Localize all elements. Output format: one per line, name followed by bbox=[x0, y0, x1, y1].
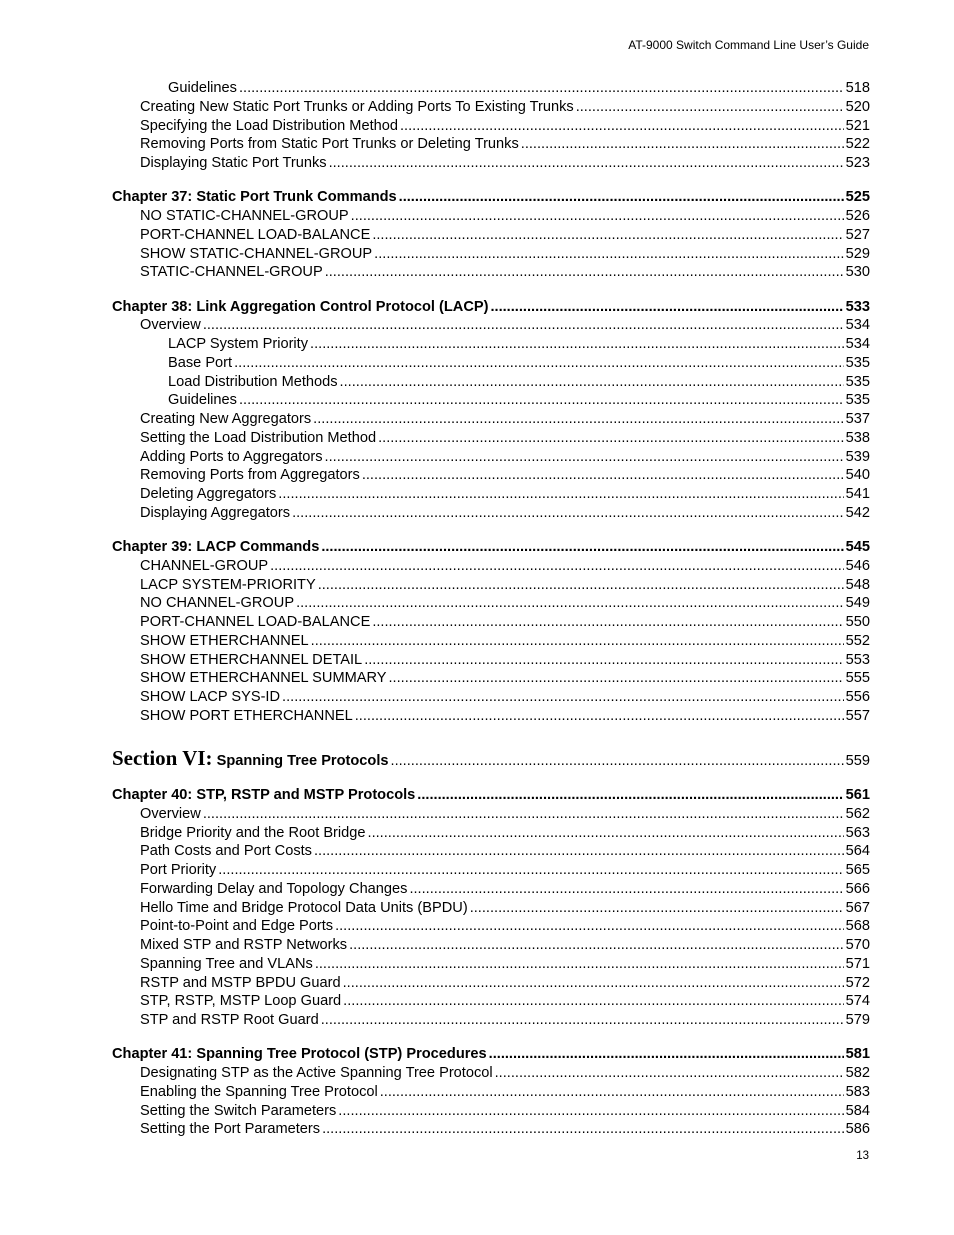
toc-page-number: 535 bbox=[845, 392, 870, 409]
toc-entry-title: SHOW LACP SYS-ID bbox=[140, 689, 281, 705]
toc-entry-row bbox=[112, 504, 870, 523]
dot-leader bbox=[399, 188, 844, 207]
dot-leader bbox=[380, 1083, 844, 1102]
toc-page-number: 520 bbox=[845, 98, 870, 115]
dot-leader bbox=[292, 504, 844, 523]
running-header: AT-9000 Switch Command Line User’s Guide bbox=[628, 38, 869, 52]
toc-entry-title: Chapter 39: LACP Commands bbox=[112, 539, 320, 555]
toc-entry-row bbox=[112, 429, 870, 448]
toc-page-number: 545 bbox=[845, 539, 870, 555]
toc-page-number: 583 bbox=[845, 1083, 870, 1100]
toc-page-number: 556 bbox=[845, 689, 870, 705]
toc-entry-title: Base Port bbox=[168, 354, 233, 371]
toc-entry-row bbox=[112, 135, 870, 154]
dot-leader bbox=[278, 485, 843, 504]
toc-page-number: 523 bbox=[845, 155, 870, 171]
toc-entry-row bbox=[112, 1083, 870, 1102]
toc-entry-row bbox=[112, 861, 870, 880]
dot-leader bbox=[495, 1064, 844, 1083]
dot-leader bbox=[239, 391, 844, 410]
toc-entry-title: NO STATIC-CHANNEL-GROUP bbox=[140, 208, 349, 224]
toc-entry-title: PORT-CHANNEL LOAD-BALANCE bbox=[140, 226, 371, 243]
toc-entry-title: Adding Ports to Aggregators bbox=[140, 448, 323, 465]
toc-chapter-row bbox=[112, 538, 870, 557]
dot-leader bbox=[310, 335, 844, 354]
toc-entry-title: LACP SYSTEM-PRIORITY bbox=[140, 576, 316, 593]
toc-entry-row bbox=[112, 410, 870, 429]
toc-page-number: 559 bbox=[845, 752, 870, 769]
dot-leader bbox=[313, 410, 843, 429]
toc-page-number: 584 bbox=[845, 1102, 870, 1119]
toc-page-number: 570 bbox=[845, 937, 870, 953]
toc-entry-row bbox=[112, 1011, 870, 1030]
toc-page-number: 521 bbox=[845, 117, 870, 134]
toc-entry-title: Setting the Switch Parameters bbox=[140, 1102, 337, 1119]
toc-entry-title: Spanning Tree and VLANs bbox=[140, 955, 313, 972]
toc-entry-row bbox=[112, 245, 870, 264]
toc-entry-row bbox=[112, 594, 870, 613]
toc-entry-row bbox=[112, 226, 870, 245]
toc-entry-title: Setting the Load Distribution Method bbox=[140, 429, 377, 446]
toc-entry-row bbox=[112, 936, 870, 955]
toc-page-number: 565 bbox=[845, 862, 870, 878]
toc-page-number: 535 bbox=[845, 354, 870, 371]
toc-entry-title: SHOW PORT ETHERCHANNEL bbox=[140, 707, 353, 724]
toc-entry-row bbox=[112, 917, 870, 936]
toc-entry-title: Enabling the Spanning Tree Protocol bbox=[140, 1083, 378, 1100]
toc-entry-row bbox=[112, 669, 870, 688]
dot-leader bbox=[400, 117, 844, 136]
toc-entry-title: Chapter 38: Link Aggregation Control Protocol (LACP) bbox=[112, 298, 489, 315]
toc-entry-row bbox=[112, 613, 870, 632]
toc-section-title bbox=[112, 745, 389, 774]
toc-page-number: 540 bbox=[845, 467, 870, 484]
toc-entry-row bbox=[112, 805, 870, 824]
dot-leader bbox=[409, 880, 843, 899]
toc-entry-title: Designating STP as the Active Spanning Tree Protocol bbox=[140, 1065, 493, 1081]
dot-leader bbox=[321, 1011, 844, 1030]
dot-leader bbox=[521, 135, 844, 154]
dot-leader bbox=[325, 448, 844, 467]
toc-page-number: 541 bbox=[845, 486, 870, 502]
dot-leader bbox=[343, 974, 844, 993]
dot-leader bbox=[203, 316, 844, 335]
toc-entry-row bbox=[112, 707, 870, 726]
toc-page-number: 526 bbox=[845, 208, 870, 224]
toc-entry-row bbox=[112, 1064, 870, 1083]
toc-entry-row bbox=[112, 557, 870, 576]
toc-entry-title: Path Costs and Port Costs bbox=[140, 843, 312, 860]
toc-entry-row bbox=[112, 1102, 870, 1121]
dot-leader bbox=[372, 226, 843, 245]
toc-entry-title: Load Distribution Methods bbox=[168, 373, 338, 390]
toc-page-number: 522 bbox=[845, 136, 870, 153]
toc-entry-row bbox=[112, 688, 870, 707]
toc-entry-title: Specifying the Load Distribution Method bbox=[140, 117, 398, 134]
toc-page-number: 542 bbox=[845, 504, 870, 521]
toc-page-number: 533 bbox=[845, 298, 870, 315]
page-number: 13 bbox=[856, 1150, 869, 1162]
toc-page-number: 552 bbox=[845, 632, 870, 649]
toc-entry-title: Displaying Static Port Trunks bbox=[140, 155, 327, 171]
toc-entry-title: Removing Ports from Aggregators bbox=[140, 467, 360, 484]
toc-entry-title: SHOW ETHERCHANNEL SUMMARY bbox=[140, 670, 387, 687]
toc-entry-row bbox=[112, 316, 870, 335]
toc-entry-title: STP and RSTP Root Guard bbox=[140, 1012, 319, 1028]
toc-entry-title: Displaying Aggregators bbox=[140, 504, 291, 521]
toc-entry-row bbox=[112, 373, 870, 392]
toc-page-number: 537 bbox=[845, 411, 870, 427]
toc-entry-row bbox=[112, 651, 870, 670]
toc-entry-title: Removing Ports from Static Port Trunks or Deleting Trunks bbox=[140, 136, 519, 153]
toc-entry-title: Creating New Static Port Trunks or Adding Ports To Existing Trunks bbox=[140, 98, 574, 115]
toc-entry-title: SHOW ETHERCHANNEL bbox=[140, 632, 309, 649]
toc-page-number: 564 bbox=[845, 843, 870, 860]
dot-leader bbox=[470, 899, 844, 918]
dot-leader bbox=[329, 154, 844, 173]
toc-page-number: 530 bbox=[845, 264, 870, 281]
toc-entry-title: Deleting Aggregators bbox=[140, 486, 277, 502]
toc-entry-title: Mixed STP and RSTP Networks bbox=[140, 937, 348, 953]
dot-leader bbox=[321, 538, 843, 557]
toc-entry-row bbox=[112, 354, 870, 373]
toc-section-row bbox=[112, 745, 870, 771]
toc-entry-title: Forwarding Delay and Topology Changes bbox=[140, 880, 408, 897]
toc-entry-row bbox=[112, 899, 870, 918]
toc-entry-title: PORT-CHANNEL LOAD-BALANCE bbox=[140, 614, 371, 630]
dot-leader bbox=[389, 669, 844, 688]
toc-entry-row bbox=[112, 263, 870, 282]
dot-leader bbox=[239, 79, 844, 98]
dot-leader bbox=[391, 748, 844, 774]
dot-leader bbox=[372, 613, 843, 632]
dot-leader bbox=[364, 651, 843, 670]
toc-entry-row bbox=[112, 576, 870, 595]
toc-page-number: 562 bbox=[845, 805, 870, 822]
toc-page-number: 555 bbox=[845, 670, 870, 687]
toc-page-number: 572 bbox=[845, 974, 870, 991]
toc-page-number: 566 bbox=[845, 880, 870, 897]
toc-page-number: 546 bbox=[845, 557, 870, 574]
toc-page-number: 586 bbox=[845, 1121, 870, 1138]
toc-entry-title: LACP System Priority bbox=[168, 336, 309, 352]
toc-entry-title: Hello Time and Bridge Protocol Data Units (BPDU) bbox=[140, 899, 468, 916]
toc-entry-title: STP, RSTP, MSTP Loop Guard bbox=[140, 993, 342, 1010]
toc-entry-title: Chapter 40: STP, RSTP and MSTP Protocols bbox=[112, 787, 416, 803]
toc-page-number: 550 bbox=[845, 614, 870, 630]
toc-page-number: 579 bbox=[845, 1012, 870, 1028]
toc-entry-row bbox=[112, 485, 870, 504]
toc-entry-row bbox=[112, 974, 870, 993]
toc-entry-title: CHANNEL-GROUP bbox=[140, 557, 269, 574]
dot-leader bbox=[218, 861, 843, 880]
section-label: Section VI: bbox=[112, 745, 213, 770]
toc-entry-title: Guidelines bbox=[168, 80, 237, 96]
toc-entry-title: STATIC-CHANNEL-GROUP bbox=[140, 264, 323, 281]
dot-leader bbox=[325, 263, 844, 282]
toc-page-number: 534 bbox=[845, 336, 870, 352]
dot-leader bbox=[576, 98, 844, 117]
toc-page-number: 538 bbox=[845, 429, 870, 446]
toc-page-number: 557 bbox=[845, 707, 870, 724]
toc-entry-title: NO CHANNEL-GROUP bbox=[140, 595, 295, 612]
toc-page-number: 581 bbox=[845, 1046, 870, 1063]
toc-entry-row bbox=[112, 335, 870, 354]
dot-leader bbox=[490, 298, 843, 317]
toc-entry-title: Port Priority bbox=[140, 862, 217, 878]
toc-page-number: 548 bbox=[845, 576, 870, 593]
toc-entry-row bbox=[112, 154, 870, 173]
toc-page-number: 549 bbox=[845, 595, 870, 612]
toc-page-number: 534 bbox=[845, 317, 870, 334]
toc-page-number: 518 bbox=[845, 80, 870, 96]
section-title: Spanning Tree Protocols bbox=[216, 752, 389, 769]
toc-page-number: 568 bbox=[845, 918, 870, 935]
dot-leader bbox=[270, 557, 844, 576]
toc-chapter-row bbox=[112, 188, 870, 207]
dot-leader bbox=[296, 594, 844, 613]
toc-chapter-row bbox=[112, 786, 870, 805]
toc-entry-title: Overview bbox=[140, 805, 201, 822]
toc-entry-row bbox=[112, 880, 870, 899]
dot-leader bbox=[351, 207, 844, 226]
dot-leader bbox=[374, 245, 843, 264]
dot-leader bbox=[203, 805, 844, 824]
dot-leader bbox=[378, 429, 844, 448]
dot-leader bbox=[282, 688, 844, 707]
toc-entry-title: Chapter 37: Static Port Trunk Commands bbox=[112, 189, 397, 206]
dot-leader bbox=[322, 1120, 844, 1139]
toc-page-number: 553 bbox=[845, 651, 870, 668]
toc-entry-row bbox=[112, 391, 870, 410]
toc-page-number: 574 bbox=[845, 993, 870, 1010]
dot-leader bbox=[355, 707, 844, 726]
toc-page-number: 539 bbox=[845, 448, 870, 465]
toc-entry-row bbox=[112, 117, 870, 136]
toc-entry-title: Chapter 41: Spanning Tree Protocol (STP) Procedures bbox=[112, 1046, 487, 1063]
dot-leader bbox=[315, 955, 844, 974]
toc-entry-title: Bridge Priority and the Root Bridge bbox=[140, 824, 366, 841]
toc-entry-row bbox=[112, 448, 870, 467]
dot-leader bbox=[335, 917, 844, 936]
toc-entry-title: Setting the Port Parameters bbox=[140, 1121, 321, 1138]
toc-entry-title: SHOW STATIC-CHANNEL-GROUP bbox=[140, 245, 373, 262]
dot-leader bbox=[311, 632, 844, 651]
dot-leader bbox=[489, 1045, 844, 1064]
toc-page-number: 527 bbox=[845, 226, 870, 243]
toc-page-number: 582 bbox=[845, 1065, 870, 1081]
toc-entry-title: Creating New Aggregators bbox=[140, 411, 312, 427]
toc-chapter-row bbox=[112, 1045, 870, 1064]
toc-page-number: 535 bbox=[845, 373, 870, 390]
toc-entry-row bbox=[112, 207, 870, 226]
toc-page-number: 529 bbox=[845, 245, 870, 262]
dot-leader bbox=[340, 373, 844, 392]
dot-leader bbox=[343, 992, 843, 1011]
toc-entry-title: RSTP and MSTP BPDU Guard bbox=[140, 974, 341, 991]
toc-entry-row bbox=[112, 842, 870, 861]
dot-leader bbox=[338, 1102, 843, 1121]
toc-page-number: 571 bbox=[845, 955, 870, 972]
toc-entry-title: Overview bbox=[140, 317, 201, 334]
toc-entry-title: Point-to-Point and Edge Ports bbox=[140, 918, 334, 935]
dot-leader bbox=[318, 576, 844, 595]
toc-page-number: 525 bbox=[845, 189, 870, 206]
toc-page-number: 567 bbox=[845, 899, 870, 916]
dot-leader bbox=[314, 842, 844, 861]
toc-entry-row bbox=[112, 98, 870, 117]
toc-entry-title: SHOW ETHERCHANNEL DETAIL bbox=[140, 651, 363, 668]
toc-entry-row bbox=[112, 1120, 870, 1139]
dot-leader bbox=[417, 786, 843, 805]
dot-leader bbox=[362, 466, 844, 485]
toc-entry-row bbox=[112, 632, 870, 651]
toc-entry-row bbox=[112, 79, 870, 98]
toc-page-number: 561 bbox=[845, 787, 870, 803]
toc-entry-title: Guidelines bbox=[168, 392, 237, 409]
dot-leader bbox=[368, 824, 844, 843]
toc-entry-row bbox=[112, 992, 870, 1011]
toc-entry-row bbox=[112, 824, 870, 843]
dot-leader bbox=[349, 936, 844, 955]
table-of-contents bbox=[112, 79, 870, 1139]
toc-entry-row bbox=[112, 955, 870, 974]
toc-chapter-row bbox=[112, 298, 870, 317]
toc-page-number: 563 bbox=[845, 824, 870, 841]
dot-leader bbox=[234, 354, 844, 373]
toc-entry-row bbox=[112, 466, 870, 485]
